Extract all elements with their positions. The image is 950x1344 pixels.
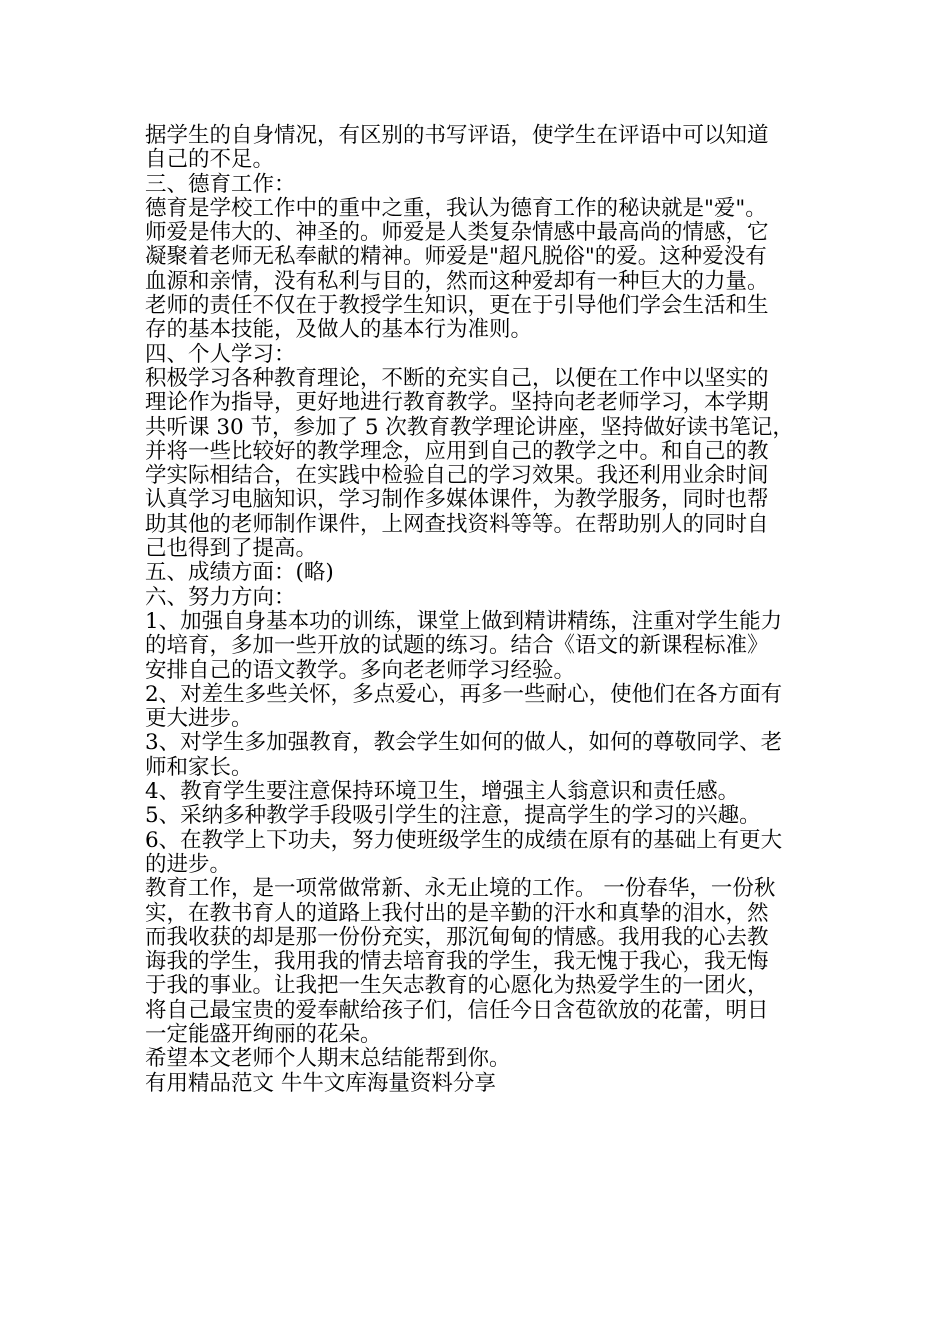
text-line: 4、教育学生要注意保持环境卫生，增强主人翁意识和责任感。 — [145, 779, 740, 805]
text-line: 师爱是伟大的、神圣的。师爱是人类复杂情感中最高尚的情感，它 — [145, 220, 769, 246]
footer-note: 有用精品范文 牛牛文库海量资料分享 — [145, 1070, 496, 1096]
text-line: 将自己最宝贵的爱奉献给孩子们，信任今日含苞欲放的花蕾，明日 — [145, 997, 769, 1023]
text-line: 更大进步。 — [145, 706, 253, 732]
text-line: 积极学习各种教育理论，不断的充实自己，以便在工作中以坚实的 — [145, 365, 769, 391]
text-line: 学实际相结合，在实践中检验自己的学习效果。我还利用业余时间 — [145, 463, 769, 489]
text-line: 己也得到了提高。 — [145, 536, 318, 562]
text-line: 实，在教书育人的道路上我付出的是辛勤的汗水和真挚的泪水，然 — [145, 900, 769, 926]
text-line: 的培育，多加一些开放的试题的练习。结合《语文的新课程标准》 — [145, 633, 769, 659]
document-body — [145, 124, 813, 1096]
text-line: 师和家长。 — [145, 754, 253, 780]
text-line: 血源和亲情，没有私利与目的，然而这种爱却有一种巨大的力量。 — [145, 268, 769, 294]
text-line: 而我收获的却是那一份份充实，那沉甸甸的情感。我用我的心去教 — [145, 924, 769, 950]
text-line: 理论作为指导，更好地进行教育教学。坚持向老老师学习，本学期 — [145, 390, 769, 416]
text-line: 老师的责任不仅在于教授学生知识，更在于引导他们学会生活和生 — [145, 293, 769, 319]
text-line: 于我的事业。让我把一生矢志教育的心愿化为热爱学生的一团火， — [145, 973, 769, 999]
text-line: 凝聚着老师无私奉献的精神。师爱是"超凡脱俗"的爱。这种爱没有 — [145, 244, 767, 270]
text-line: 教育工作，是一项常做常新、永无止境的工作。 一份春华，一份秋 — [145, 876, 776, 902]
text-line: 诲我的学生，我用我的情去培育我的学生，我无愧于我心，我无悔 — [145, 949, 769, 975]
closing-line: 希望本文老师个人期末总结能帮到你。 — [145, 1046, 511, 1072]
section-heading-personal-study: 四、个人学习： — [145, 341, 296, 367]
text-line: 自己的不足。 — [145, 147, 275, 173]
text-line: 助其他的老师制作课件，上网查找资料等等。在帮助别人的同时自 — [145, 511, 769, 537]
text-line: 6、在教学上下功夫，努力使班级学生的成绩在原有的基础上有更大 — [145, 827, 783, 853]
text-line: 德育是学校工作中的重中之重，我认为德育工作的秘诀就是"爱"。 — [145, 195, 767, 221]
section-heading-achievements: 五、成绩方面：(略) — [145, 560, 334, 586]
text-line: 存的基本技能，及做人的基本行为准则。 — [145, 317, 533, 343]
section-heading-efforts: 六、努力方向： — [145, 584, 296, 610]
text-line: 并将一些比较好的教学理念，应用到自己的教学之中。和自己的教 — [145, 438, 769, 464]
section-heading-moral-education: 三、德育工作： — [145, 171, 296, 197]
text-line: 5、采纳多种教学手段吸引学生的注意，提高学生的学习的兴趣。 — [145, 803, 761, 829]
text-line: 认真学习电脑知识，学习制作多媒体课件，为教学服务，同时也帮 — [145, 487, 769, 513]
text-line: 一定能盛开绚丽的花朵。 — [145, 1021, 382, 1047]
text-line: 2、对差生多些关怀，多点爱心，再多一些耐心，使他们在各方面有 — [145, 681, 783, 707]
text-line: 安排自己的语文教学。多向老老师学习经验。 — [145, 657, 576, 683]
text-line: 据学生的自身情况，有区别的书写评语，使学生在评语中可以知道 — [145, 123, 769, 148]
text-line: 共听课 30 节，参加了 5 次教育教学理论讲座，坚持做好读书笔记， — [145, 414, 794, 440]
text-line: 的进步。 — [145, 851, 232, 877]
text-line: 3、对学生多加强教育，教会学生如何的做人，如何的尊敬同学、老 — [145, 730, 783, 756]
text-line: 1、加强自身基本功的训练，课堂上做到精讲精练，注重对学生能力 — [145, 608, 783, 634]
